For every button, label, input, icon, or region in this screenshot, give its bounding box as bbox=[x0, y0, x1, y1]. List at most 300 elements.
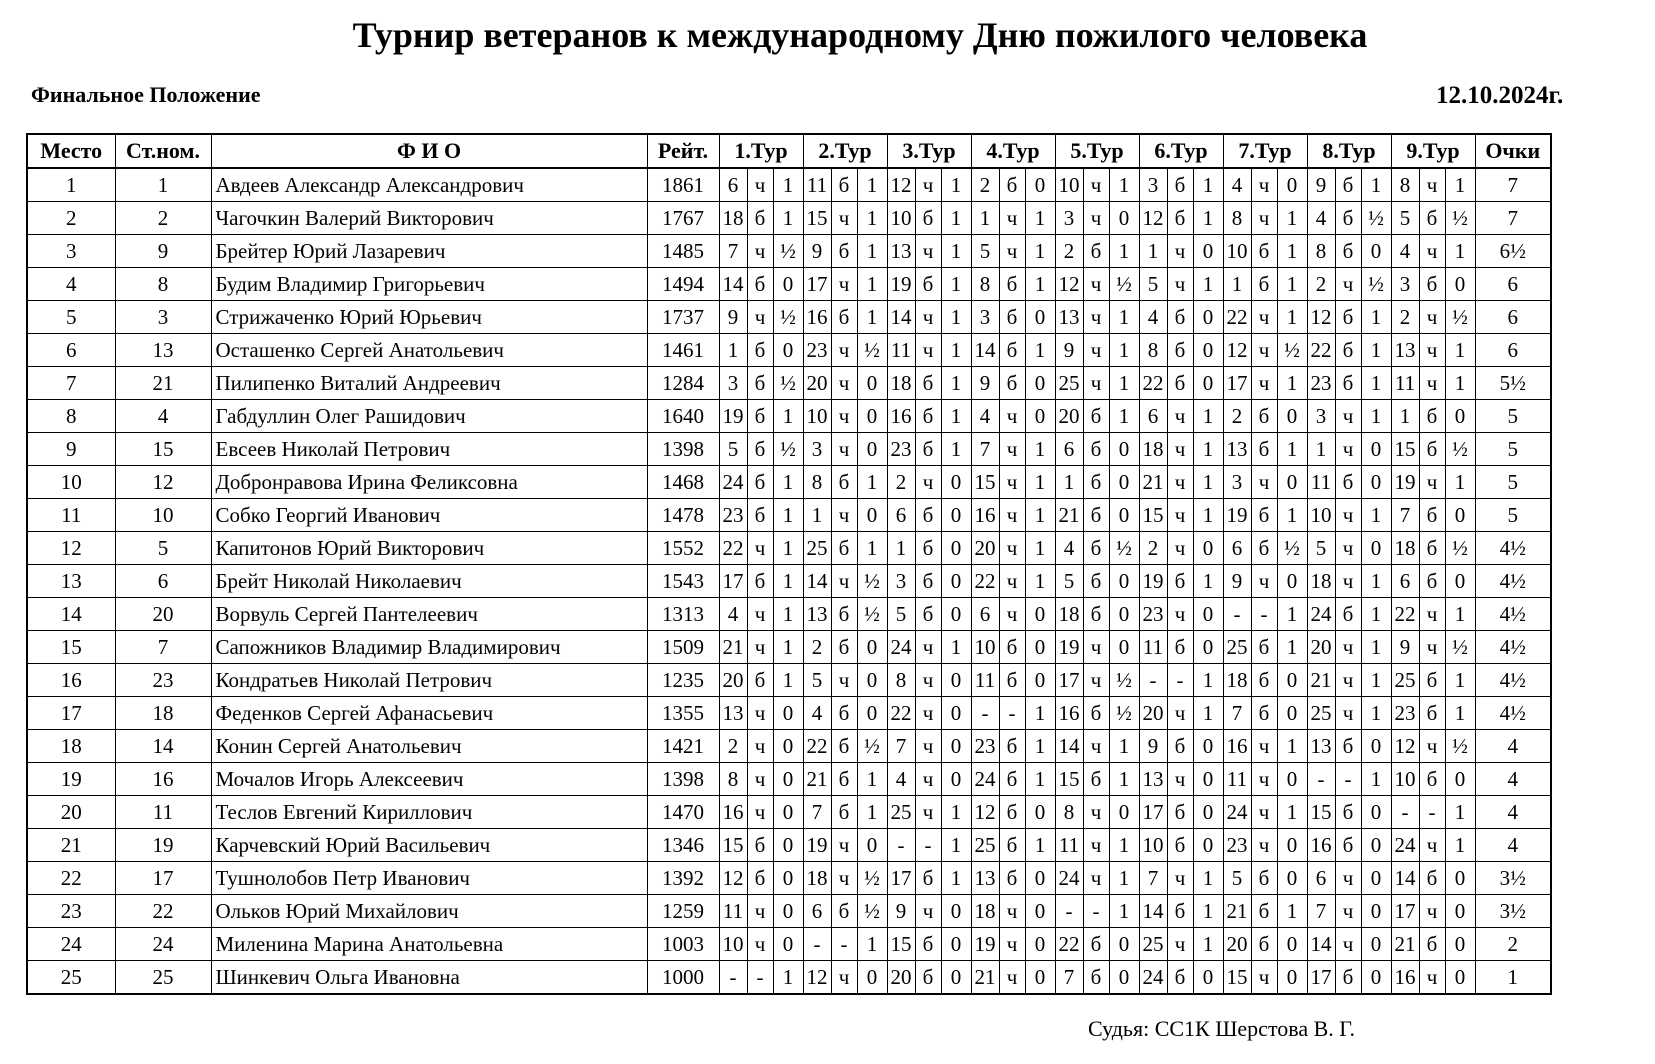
cell-round-result: 1 bbox=[773, 532, 803, 565]
cell-round-color: ч bbox=[1419, 466, 1445, 499]
cell-round-opponent: 6 bbox=[1139, 400, 1167, 433]
cell-round-color: б bbox=[999, 301, 1025, 334]
cell-round-result: 0 bbox=[1277, 697, 1307, 730]
cell-rating: 1355 bbox=[647, 697, 719, 730]
cell-round-color: б bbox=[1335, 334, 1361, 367]
cell-round-opponent: 4 bbox=[719, 598, 747, 631]
cell-round-opponent: 17 bbox=[1223, 367, 1251, 400]
cell-points: 4½ bbox=[1475, 565, 1551, 598]
cell-round-result: 1 bbox=[1277, 301, 1307, 334]
cell-round-result: 1 bbox=[941, 301, 971, 334]
cell-place: 25 bbox=[27, 961, 115, 995]
cell-round-opponent: 18 bbox=[803, 862, 831, 895]
cell-round-result: 1 bbox=[857, 532, 887, 565]
cell-round-color: б bbox=[1083, 961, 1109, 995]
cell-round-color: - bbox=[1167, 664, 1193, 697]
cell-round-result: 0 bbox=[1361, 829, 1391, 862]
cell-round-result: 1 bbox=[941, 268, 971, 301]
cell-round-color: б bbox=[1419, 268, 1445, 301]
cell-round-color: ч bbox=[747, 598, 773, 631]
cell-round-color: ч bbox=[1335, 532, 1361, 565]
header-points: Очки bbox=[1475, 134, 1551, 168]
cell-round-color: ч bbox=[1251, 565, 1277, 598]
cell-round-result: 1 bbox=[1109, 829, 1139, 862]
cell-round-color: ч bbox=[915, 168, 941, 202]
cell-place: 7 bbox=[27, 367, 115, 400]
cell-round-opponent: 7 bbox=[1223, 697, 1251, 730]
cell-round-opponent: 8 bbox=[887, 664, 915, 697]
cell-round-opponent: 11 bbox=[719, 895, 747, 928]
cell-round-color: б bbox=[747, 499, 773, 532]
cell-round-color: ч bbox=[831, 499, 857, 532]
cell-points: 1 bbox=[1475, 961, 1551, 995]
cell-round-result: 1 bbox=[1445, 697, 1475, 730]
cell-round-opponent: 8 bbox=[1139, 334, 1167, 367]
cell-round-color: б bbox=[999, 829, 1025, 862]
cell-round-opponent: - bbox=[719, 961, 747, 995]
cell-round-result: 1 bbox=[773, 499, 803, 532]
cell-round-opponent: 15 bbox=[1139, 499, 1167, 532]
cell-round-result: 1 bbox=[857, 928, 887, 961]
cell-round-opponent: 19 bbox=[803, 829, 831, 862]
cell-round-opponent: 1 bbox=[1139, 235, 1167, 268]
cell-round-result: ½ bbox=[1109, 664, 1139, 697]
cell-round-color: б bbox=[1083, 697, 1109, 730]
cell-round-result: ½ bbox=[857, 565, 887, 598]
cell-rating: 1737 bbox=[647, 301, 719, 334]
cell-round-opponent: 2 bbox=[1139, 532, 1167, 565]
cell-round-color: ч bbox=[999, 565, 1025, 598]
cell-round-color: б bbox=[1251, 400, 1277, 433]
cell-points: 4 bbox=[1475, 730, 1551, 763]
cell-round-result: 0 bbox=[1025, 664, 1055, 697]
cell-round-opponent: 19 bbox=[1223, 499, 1251, 532]
table-row bbox=[27, 400, 1551, 433]
cell-round-opponent: 15 bbox=[971, 466, 999, 499]
cell-place: 21 bbox=[27, 829, 115, 862]
cell-player-name: Тушнолобов Петр Иванович bbox=[211, 862, 647, 895]
cell-round-color: б bbox=[1419, 499, 1445, 532]
cell-round-color: ч bbox=[1083, 862, 1109, 895]
cell-round-opponent: 9 bbox=[971, 367, 999, 400]
cell-round-opponent: 16 bbox=[1391, 961, 1419, 995]
cell-round-opponent: 10 bbox=[1055, 168, 1083, 202]
cell-round-result: 0 bbox=[773, 796, 803, 829]
cell-round-result: 0 bbox=[773, 895, 803, 928]
cell-round-result: 1 bbox=[1025, 697, 1055, 730]
cell-round-color: б bbox=[1251, 895, 1277, 928]
cell-round-opponent: 21 bbox=[971, 961, 999, 995]
cell-round-result: 1 bbox=[857, 796, 887, 829]
cell-round-color: б bbox=[915, 598, 941, 631]
cell-round-color: ч bbox=[999, 202, 1025, 235]
cell-round-opponent: 9 bbox=[1139, 730, 1167, 763]
cell-round-color: ч bbox=[831, 862, 857, 895]
cell-round-opponent: 1 bbox=[1307, 433, 1335, 466]
cell-round-color: ч bbox=[747, 301, 773, 334]
cell-round-color: - bbox=[1251, 598, 1277, 631]
cell-round-result: 1 bbox=[1025, 829, 1055, 862]
cell-round-color: ч bbox=[1167, 268, 1193, 301]
cell-round-color: ч bbox=[1251, 202, 1277, 235]
cell-round-color: б bbox=[1419, 862, 1445, 895]
cell-round-color: ч bbox=[831, 202, 857, 235]
cell-round-color: ч bbox=[1167, 928, 1193, 961]
cell-player-name: Сапожников Владимир Владимирович bbox=[211, 631, 647, 664]
cell-round-color: ч bbox=[999, 598, 1025, 631]
cell-round-opponent: 2 bbox=[971, 168, 999, 202]
cell-round-result: 1 bbox=[773, 961, 803, 995]
cell-round-opponent: 14 bbox=[1139, 895, 1167, 928]
cell-round-color: ч bbox=[915, 796, 941, 829]
cell-round-color: ч bbox=[1419, 631, 1445, 664]
cell-round-opponent: 6 bbox=[1223, 532, 1251, 565]
document-date: 12.10.2024г. bbox=[1436, 82, 1564, 109]
cell-round-color: ч bbox=[1335, 895, 1361, 928]
cell-round-color: ч bbox=[831, 334, 857, 367]
cell-round-color: б bbox=[831, 168, 857, 202]
cell-round-opponent: 18 bbox=[887, 367, 915, 400]
cell-round-color: ч bbox=[999, 928, 1025, 961]
cell-round-result: 0 bbox=[941, 499, 971, 532]
cell-round-opponent: 17 bbox=[1391, 895, 1419, 928]
cell-round-opponent: 14 bbox=[887, 301, 915, 334]
cell-points: 6½ bbox=[1475, 235, 1551, 268]
cell-round-opponent: 5 bbox=[1055, 565, 1083, 598]
document-subtitle: Финальное Положение bbox=[31, 82, 261, 107]
cell-round-opponent: 21 bbox=[1391, 928, 1419, 961]
cell-round-result: ½ bbox=[773, 367, 803, 400]
cell-round-opponent: 10 bbox=[1223, 235, 1251, 268]
cell-round-opponent: 4 bbox=[887, 763, 915, 796]
cell-round-color: ч bbox=[1419, 829, 1445, 862]
cell-round-opponent: 5 bbox=[1391, 202, 1419, 235]
cell-round-result: 1 bbox=[1277, 796, 1307, 829]
cell-round-result: 0 bbox=[1445, 763, 1475, 796]
header-round-5: 5.Тур bbox=[1055, 134, 1139, 168]
cell-round-opponent: 20 bbox=[1055, 400, 1083, 433]
cell-round-result: 1 bbox=[941, 400, 971, 433]
judge-signature-line: Судья: СС1К Шерстова В. Г. bbox=[1088, 1016, 1356, 1041]
cell-place: 20 bbox=[27, 796, 115, 829]
cell-round-opponent: - bbox=[971, 697, 999, 730]
cell-player-name: Ворвуль Сергей Пантелеевич bbox=[211, 598, 647, 631]
cell-round-result: 1 bbox=[1277, 895, 1307, 928]
cell-round-color: - bbox=[1419, 796, 1445, 829]
cell-round-opponent: - bbox=[1391, 796, 1419, 829]
cell-round-opponent: 24 bbox=[1055, 862, 1083, 895]
cell-round-opponent: 18 bbox=[1391, 532, 1419, 565]
cell-round-opponent: 20 bbox=[719, 664, 747, 697]
cell-round-result: 1 bbox=[1193, 202, 1223, 235]
table-row bbox=[27, 301, 1551, 334]
cell-round-color: б bbox=[1251, 862, 1277, 895]
cell-round-opponent: 10 bbox=[887, 202, 915, 235]
cell-round-opponent: 13 bbox=[971, 862, 999, 895]
cell-place: 9 bbox=[27, 433, 115, 466]
cell-round-result: 1 bbox=[941, 433, 971, 466]
cell-round-opponent: 25 bbox=[887, 796, 915, 829]
cell-round-opponent: 10 bbox=[1391, 763, 1419, 796]
cell-round-result: 0 bbox=[1109, 202, 1139, 235]
cell-player-name: Ольков Юрий Михайлович bbox=[211, 895, 647, 928]
cell-round-opponent: 23 bbox=[887, 433, 915, 466]
cell-round-result: 1 bbox=[1277, 631, 1307, 664]
cell-start-number: 22 bbox=[115, 895, 211, 928]
cell-round-result: 1 bbox=[1025, 268, 1055, 301]
cell-round-opponent: 23 bbox=[1391, 697, 1419, 730]
cell-round-opponent: 9 bbox=[803, 235, 831, 268]
cell-round-color: б bbox=[1335, 466, 1361, 499]
cell-round-opponent: 13 bbox=[1139, 763, 1167, 796]
cell-round-opponent: 11 bbox=[1055, 829, 1083, 862]
cell-round-result: 0 bbox=[1193, 598, 1223, 631]
cell-place: 5 bbox=[27, 301, 115, 334]
cell-round-result: ½ bbox=[1361, 268, 1391, 301]
cell-round-result: 0 bbox=[1361, 730, 1391, 763]
cell-round-color: б bbox=[1167, 961, 1193, 995]
cell-round-opponent: 18 bbox=[719, 202, 747, 235]
cell-round-color: б bbox=[1083, 928, 1109, 961]
cell-round-result: 1 bbox=[1361, 763, 1391, 796]
cell-round-result: 0 bbox=[1193, 763, 1223, 796]
cell-round-result: 1 bbox=[1025, 235, 1055, 268]
cell-round-opponent: 5 bbox=[719, 433, 747, 466]
cell-round-opponent: - bbox=[887, 829, 915, 862]
cell-round-color: ч bbox=[747, 631, 773, 664]
cell-player-name: Теслов Евгений Кириллович bbox=[211, 796, 647, 829]
cell-points: 5 bbox=[1475, 400, 1551, 433]
cell-round-color: б bbox=[831, 895, 857, 928]
cell-round-color: б bbox=[999, 631, 1025, 664]
cell-round-result: 0 bbox=[1109, 565, 1139, 598]
results-body bbox=[27, 168, 1551, 994]
cell-round-result: 0 bbox=[1445, 928, 1475, 961]
cell-round-opponent: 17 bbox=[1307, 961, 1335, 995]
cell-round-opponent: 4 bbox=[803, 697, 831, 730]
cell-round-result: 0 bbox=[1193, 367, 1223, 400]
cell-round-opponent: 13 bbox=[1223, 433, 1251, 466]
cell-round-result: ½ bbox=[1109, 532, 1139, 565]
table-row bbox=[27, 895, 1551, 928]
cell-round-color: ч bbox=[1167, 433, 1193, 466]
cell-points: 5 bbox=[1475, 466, 1551, 499]
cell-round-result: 1 bbox=[857, 466, 887, 499]
cell-round-opponent: - bbox=[1139, 664, 1167, 697]
cell-round-result: 0 bbox=[941, 532, 971, 565]
cell-player-name: Кондратьев Николай Петрович bbox=[211, 664, 647, 697]
cell-round-result: 1 bbox=[1109, 168, 1139, 202]
cell-round-opponent: 21 bbox=[803, 763, 831, 796]
cell-round-color: ч bbox=[1251, 796, 1277, 829]
cell-round-result: 1 bbox=[1109, 334, 1139, 367]
cell-round-result: 1 bbox=[1361, 168, 1391, 202]
cell-round-color: ч bbox=[1419, 235, 1445, 268]
cell-round-result: 0 bbox=[1109, 961, 1139, 995]
cell-round-result: 0 bbox=[941, 730, 971, 763]
cell-round-result: 0 bbox=[1193, 829, 1223, 862]
cell-place: 19 bbox=[27, 763, 115, 796]
cell-round-result: 0 bbox=[857, 829, 887, 862]
cell-round-color: ч bbox=[1083, 268, 1109, 301]
cell-round-opponent: 9 bbox=[1223, 565, 1251, 598]
cell-round-result: 1 bbox=[857, 301, 887, 334]
cell-round-result: 1 bbox=[1277, 433, 1307, 466]
cell-round-result: 0 bbox=[1445, 862, 1475, 895]
cell-round-color: ч bbox=[1167, 697, 1193, 730]
cell-round-color: б bbox=[1335, 301, 1361, 334]
header-round-6: 6.Тур bbox=[1139, 134, 1223, 168]
cell-round-result: 0 bbox=[1277, 466, 1307, 499]
cell-round-color: б bbox=[747, 202, 773, 235]
cell-round-result: 0 bbox=[1361, 466, 1391, 499]
cell-round-opponent: 22 bbox=[1055, 928, 1083, 961]
cell-round-color: б bbox=[1251, 532, 1277, 565]
cell-start-number: 11 bbox=[115, 796, 211, 829]
cell-round-result: 1 bbox=[1025, 433, 1055, 466]
cell-round-color: б bbox=[1419, 928, 1445, 961]
cell-round-result: 0 bbox=[1025, 400, 1055, 433]
cell-round-result: 0 bbox=[1193, 631, 1223, 664]
cell-round-result: 0 bbox=[1445, 961, 1475, 995]
cell-round-result: 1 bbox=[1277, 268, 1307, 301]
cell-round-color: б bbox=[831, 763, 857, 796]
cell-round-opponent: 6 bbox=[803, 895, 831, 928]
cell-round-opponent: 2 bbox=[1055, 235, 1083, 268]
cell-round-opponent: 11 bbox=[971, 664, 999, 697]
cell-round-result: 0 bbox=[773, 730, 803, 763]
cell-player-name: Мочалов Игорь Алексеевич bbox=[211, 763, 647, 796]
cell-round-result: 1 bbox=[941, 631, 971, 664]
cell-round-color: ч bbox=[1419, 895, 1445, 928]
cell-round-color: б bbox=[1083, 499, 1109, 532]
cell-round-opponent: 16 bbox=[1223, 730, 1251, 763]
cell-round-color: ч bbox=[1335, 565, 1361, 598]
cell-round-opponent: 7 bbox=[1139, 862, 1167, 895]
cell-round-result: 1 bbox=[1361, 631, 1391, 664]
cell-round-opponent: 3 bbox=[971, 301, 999, 334]
cell-points: 4 bbox=[1475, 829, 1551, 862]
table-row bbox=[27, 268, 1551, 301]
cell-round-result: 0 bbox=[1025, 961, 1055, 995]
cell-round-opponent: 10 bbox=[1307, 499, 1335, 532]
cell-round-opponent: 11 bbox=[1223, 763, 1251, 796]
cell-round-opponent: 11 bbox=[1391, 367, 1419, 400]
cell-round-opponent: 24 bbox=[1223, 796, 1251, 829]
cell-round-color: ч bbox=[1335, 499, 1361, 532]
cell-round-color: б bbox=[915, 565, 941, 598]
cell-round-result: 0 bbox=[941, 565, 971, 598]
cell-round-result: 1 bbox=[1445, 466, 1475, 499]
cell-round-color: ч bbox=[831, 961, 857, 995]
cell-player-name: Миленина Марина Анатольевна bbox=[211, 928, 647, 961]
cell-round-color: ч bbox=[915, 466, 941, 499]
cell-round-opponent: 2 bbox=[1223, 400, 1251, 433]
cell-round-color: б bbox=[1335, 796, 1361, 829]
table-row bbox=[27, 235, 1551, 268]
cell-round-result: 0 bbox=[1277, 400, 1307, 433]
cell-round-opponent: 16 bbox=[887, 400, 915, 433]
cell-round-color: б bbox=[747, 862, 773, 895]
cell-start-number: 24 bbox=[115, 928, 211, 961]
cell-round-color: ч bbox=[1083, 168, 1109, 202]
cell-round-result: 1 bbox=[941, 235, 971, 268]
cell-round-color: б bbox=[747, 565, 773, 598]
cell-points: 4½ bbox=[1475, 631, 1551, 664]
cell-round-result: 1 bbox=[1109, 895, 1139, 928]
table-row bbox=[27, 763, 1551, 796]
cell-round-result: 1 bbox=[857, 763, 887, 796]
cell-round-result: ½ bbox=[1445, 433, 1475, 466]
cell-start-number: 25 bbox=[115, 961, 211, 995]
cell-round-color: б bbox=[915, 433, 941, 466]
cell-round-opponent: 25 bbox=[1223, 631, 1251, 664]
cell-points: 6 bbox=[1475, 334, 1551, 367]
cell-round-color: б bbox=[1419, 565, 1445, 598]
cell-round-opponent: 14 bbox=[1307, 928, 1335, 961]
cell-round-color: б bbox=[999, 796, 1025, 829]
table-row bbox=[27, 433, 1551, 466]
cell-round-color: б bbox=[1167, 301, 1193, 334]
cell-round-color: ч bbox=[1335, 862, 1361, 895]
cell-start-number: 6 bbox=[115, 565, 211, 598]
cell-rating: 1000 bbox=[647, 961, 719, 995]
cell-round-result: 0 bbox=[857, 367, 887, 400]
cell-round-color: б bbox=[1083, 532, 1109, 565]
cell-round-opponent: 25 bbox=[803, 532, 831, 565]
cell-round-result: 0 bbox=[857, 664, 887, 697]
cell-player-name: Чагочкин Валерий Викторович bbox=[211, 202, 647, 235]
cell-round-opponent: 6 bbox=[1055, 433, 1083, 466]
cell-round-color: б bbox=[1167, 565, 1193, 598]
cell-round-result: 1 bbox=[773, 168, 803, 202]
cell-round-result: 1 bbox=[1361, 400, 1391, 433]
cell-round-result: 1 bbox=[1445, 367, 1475, 400]
cell-round-opponent: 17 bbox=[887, 862, 915, 895]
cell-round-result: 1 bbox=[1445, 664, 1475, 697]
cell-round-result: 1 bbox=[1193, 664, 1223, 697]
cell-place: 8 bbox=[27, 400, 115, 433]
cell-rating: 1468 bbox=[647, 466, 719, 499]
cell-start-number: 2 bbox=[115, 202, 211, 235]
cell-round-result: 1 bbox=[941, 334, 971, 367]
cell-round-opponent: 23 bbox=[971, 730, 999, 763]
cell-round-color: ч bbox=[1419, 961, 1445, 995]
cell-start-number: 19 bbox=[115, 829, 211, 862]
cell-player-name: Конин Сергей Анатольевич bbox=[211, 730, 647, 763]
cell-player-name: Будим Владимир Григорьевич bbox=[211, 268, 647, 301]
cell-round-opponent: 19 bbox=[719, 400, 747, 433]
cell-round-opponent: 12 bbox=[1055, 268, 1083, 301]
cell-round-color: ч bbox=[1251, 829, 1277, 862]
cell-round-result: ½ bbox=[857, 895, 887, 928]
cell-round-color: ч bbox=[747, 895, 773, 928]
cell-round-result: ½ bbox=[857, 598, 887, 631]
cell-round-color: б bbox=[915, 367, 941, 400]
cell-start-number: 4 bbox=[115, 400, 211, 433]
cell-round-color: б bbox=[999, 334, 1025, 367]
cell-round-opponent: 23 bbox=[803, 334, 831, 367]
cell-rating: 1392 bbox=[647, 862, 719, 895]
cell-rating: 1313 bbox=[647, 598, 719, 631]
cell-points: 3½ bbox=[1475, 895, 1551, 928]
cell-rating: 1284 bbox=[647, 367, 719, 400]
cell-rating: 1767 bbox=[647, 202, 719, 235]
table-row bbox=[27, 565, 1551, 598]
header-name: Ф И О bbox=[211, 134, 647, 168]
cell-round-result: 0 bbox=[1193, 301, 1223, 334]
header-round-3: 3.Тур bbox=[887, 134, 971, 168]
